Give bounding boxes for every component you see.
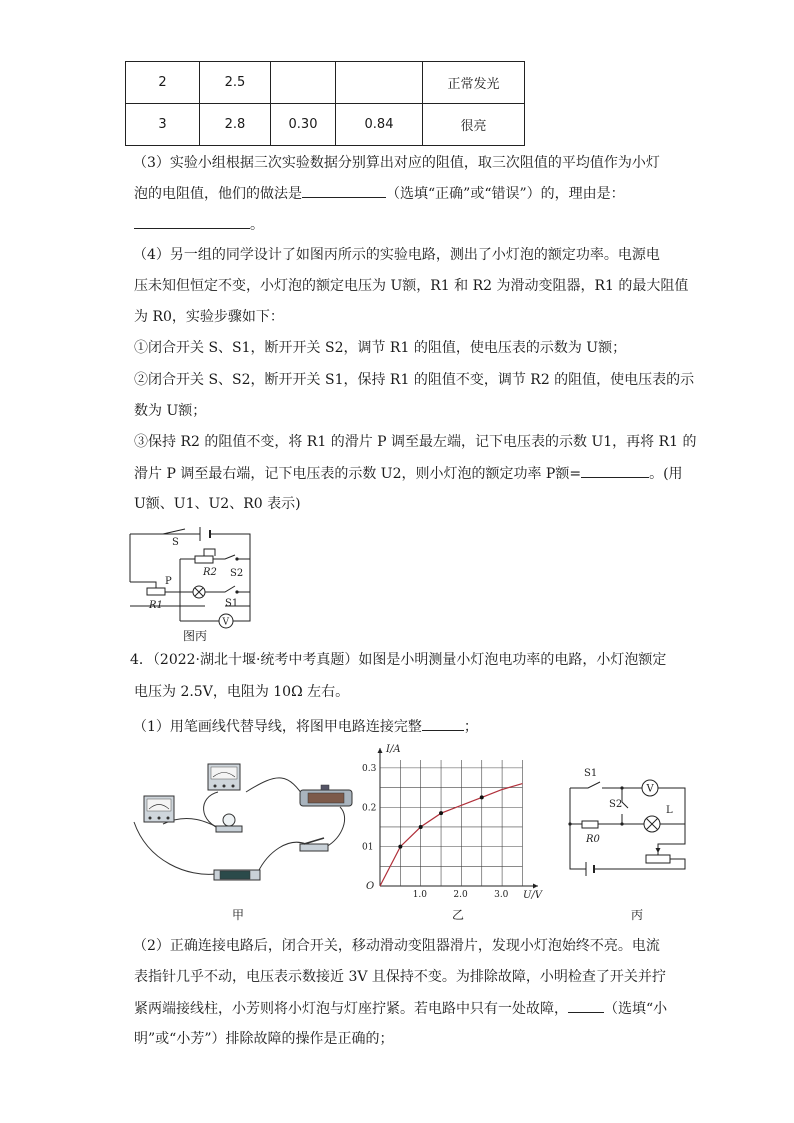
switch-contact <box>235 557 238 560</box>
apparatus-diagram-jia <box>128 752 363 892</box>
switch-s1 <box>570 782 600 788</box>
table-cell: 正常发光 <box>423 62 525 104</box>
q4-step1: ①闭合开关 S、S1，断开开关 S2，调节 R1 的阻值，使电压表的示数为 U额； <box>134 340 627 356</box>
q5-sub2-d: 明”或“小芳”）排除故障的操作是正确的； <box>134 1031 394 1047</box>
y-axis-label: I/A <box>386 744 401 755</box>
slider-wire <box>204 549 215 556</box>
slider-wire <box>130 582 156 588</box>
y-tick-label: 0.2 <box>362 803 377 814</box>
rheostat-icon <box>300 785 352 806</box>
figure-caption: 图丙 <box>183 629 208 643</box>
answer-blank <box>422 716 464 731</box>
x-tick-label: 3.0 <box>494 890 509 900</box>
q4-text: 。(用 <box>649 466 683 482</box>
data-point <box>419 825 423 829</box>
q4-text: 滑片 P 调至最右端，记下电压表的示数 U2，则小灯泡的额定功率 P额= <box>134 466 582 482</box>
label-s1: S1 <box>584 768 598 779</box>
ammeter-icon <box>144 796 174 822</box>
rheostat-r1 <box>147 588 165 595</box>
resistor-r0 <box>582 821 598 828</box>
data-point <box>398 845 402 849</box>
wire <box>258 842 306 872</box>
answer-blank <box>134 214 250 229</box>
q5-sub1 <box>133 716 478 737</box>
q3-text: 。 <box>250 217 264 233</box>
iu-curve <box>380 784 523 886</box>
table-cell <box>271 62 336 104</box>
slider-wire <box>658 824 685 855</box>
wire <box>246 778 306 800</box>
x-tick-label: 1.0 <box>412 890 428 900</box>
label-l: L <box>666 805 673 816</box>
q4-line1: （4）另一组的同学设计了如图丙所示的实验电路，测出了小灯泡的额定功率。电源电 <box>133 247 660 263</box>
q4-step3c: U额、U1、U2、R0 表示) <box>134 496 301 512</box>
x-tick-label: 2.0 <box>453 890 468 900</box>
chart-grid <box>380 760 522 886</box>
switch-s2 <box>622 788 628 824</box>
table-cell: 0.84 <box>336 104 423 146</box>
answer-blank <box>581 463 649 478</box>
q4-step3a: ③保持 R2 的阻值不变，将 R1 的滑片 P 调至最左端，记下电压表的示数 U1，再将 R1 的 <box>134 434 697 450</box>
table-cell: 3 <box>126 104 200 146</box>
figure-caption: 丙 <box>631 908 644 922</box>
chart-ticks <box>362 764 509 900</box>
wire <box>326 807 345 847</box>
circuit-diagram-bing-small <box>125 526 255 641</box>
label-s: S <box>172 537 179 548</box>
y-axis-arrow <box>378 748 383 753</box>
junction-dot <box>620 786 623 789</box>
table-cell: 2 <box>126 62 200 104</box>
junction-dot <box>568 822 571 825</box>
wire <box>134 822 216 874</box>
figure-caption: 乙 <box>452 908 465 922</box>
q3-line2 <box>134 183 625 204</box>
q3-text: 泡的电阻值，他们的做法是 <box>134 186 302 202</box>
voltmeter-icon <box>208 764 240 790</box>
label-r1: R1 <box>149 600 163 611</box>
q3-text: （选填“正确”或“错误”）的，理由是： <box>386 186 625 202</box>
q5-text: 紧两端接线柱，小芳则将小灯泡与灯座拧紧。若电路中只有一处故障， <box>134 1001 568 1017</box>
wire <box>204 792 223 830</box>
table-cell: 2.8 <box>200 104 271 146</box>
table-cell: 2.5 <box>200 62 271 104</box>
table-cell: 很亮 <box>423 104 525 146</box>
y-tick-label: 0.3 <box>362 763 377 774</box>
q4-step3b <box>134 463 683 484</box>
data-point <box>480 795 484 799</box>
table-row <box>126 62 525 104</box>
switch-s <box>163 529 185 534</box>
q4-step2b: 数为 U额； <box>134 403 207 419</box>
battery-icon <box>214 870 260 880</box>
switch-icon <box>300 838 328 851</box>
q5-line2: 电压为 2.5V，电阻为 10Ω 左右。 <box>134 684 350 700</box>
junction-dot <box>620 822 623 825</box>
iu-chart <box>360 738 545 903</box>
label-s2: S2 <box>609 799 623 810</box>
answer-blank <box>302 183 386 198</box>
q3-line3 <box>134 214 264 235</box>
branch-lamp <box>180 586 250 592</box>
lamp-holder-icon <box>216 814 242 832</box>
origin-label: O <box>366 881 375 892</box>
q4-step2a: ②闭合开关 S、S2，断开开关 S1，保持 R1 的阻值不变，调节 R2 的阻值，使电压表的示 <box>134 372 695 388</box>
q5-text: （选填“小 <box>604 1001 668 1017</box>
answer-blank <box>568 998 604 1013</box>
x-axis-arrow <box>533 884 538 889</box>
q5-sub2-c <box>134 998 667 1019</box>
y-tick-label: 01 <box>362 842 374 853</box>
q5-text: ； <box>463 719 478 735</box>
table-row <box>126 104 525 146</box>
label-v: V <box>646 783 654 795</box>
q5-sub2-b: 表指针几乎不动，电压表示数接近 3V 且保持不变。为排除故障，小明检查了开关并拧 <box>134 969 666 985</box>
lamp-symbol <box>647 819 658 830</box>
q5-line1: 4．（2022·湖北十堰·统考中考真题）如图是小明测量小灯泡电功率的电路，小灯泡额定 <box>130 652 667 668</box>
table-cell: 0.30 <box>271 104 336 146</box>
x-axis-label: U/V <box>523 890 543 901</box>
label-v: V <box>222 617 229 628</box>
figure-caption: 甲 <box>232 908 245 922</box>
rheostat-r2 <box>195 556 213 563</box>
label-s1: S1 <box>225 598 239 609</box>
data-point <box>439 811 443 815</box>
slider-arrow <box>656 848 661 853</box>
lamp-symbol <box>195 588 203 596</box>
rheostat <box>646 855 670 863</box>
data-table <box>125 61 525 146</box>
label-r2: R2 <box>203 567 217 578</box>
label-s2: S2 <box>230 568 244 579</box>
q5-text: （1）用笔画线代替导线，将图甲电路连接完整 <box>133 719 422 735</box>
q4-line3: 为 R0，实验步骤如下： <box>134 309 284 325</box>
q4-line2: 压未知但恒定不变，小灯泡的额定电压为 U额，R1 和 R2 为滑动变阻器，R1 的最大阻值 <box>134 278 689 294</box>
label-r0: R0 <box>586 834 600 845</box>
switch-contact <box>235 590 238 593</box>
circuit-diagram-bing <box>560 762 690 877</box>
circuit-wire <box>670 859 685 866</box>
table-cell <box>336 62 423 104</box>
label-p: P <box>165 576 172 587</box>
q3-line1: （3）实验小组根据三次实验数据分别算出对应的阻值，取三次阻值的平均值作为小灯 <box>133 155 660 171</box>
q5-sub2-a: （2）正确连接电路后，闭合开关，移动滑动变阻器滑片，发现小灯泡始终不亮。电流 <box>133 938 660 954</box>
